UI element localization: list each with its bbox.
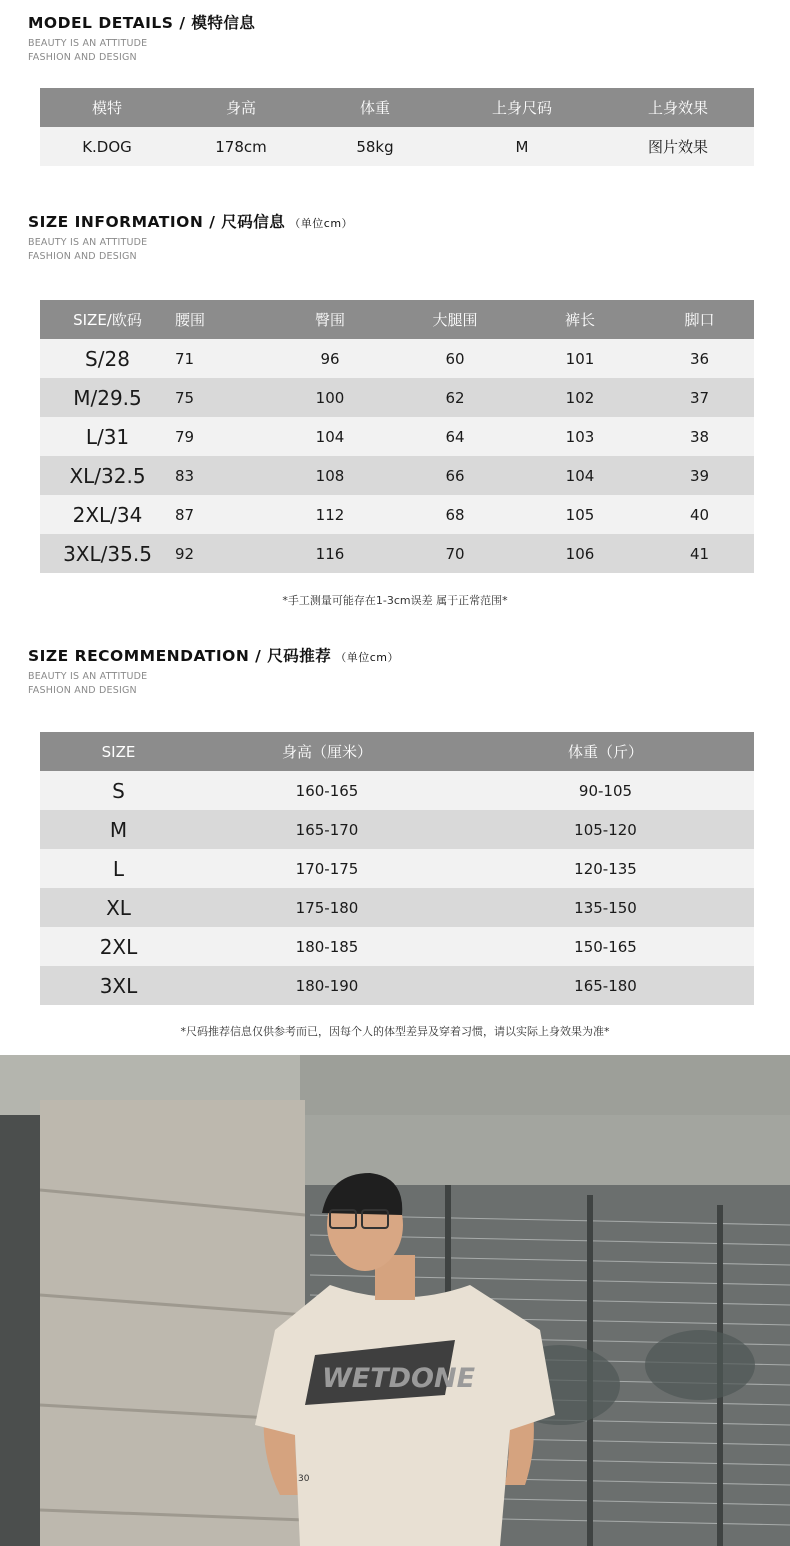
section-title: SIZE INFORMATION / 尺码信息 (28, 213, 286, 231)
section-subtitle-1: BEAUTY IS AN ATTITUDE (28, 38, 148, 49)
table-cell: 37 (645, 378, 754, 417)
table-cell: 120-135 (457, 849, 754, 888)
column-header: 裤长 (515, 300, 645, 339)
table-row (40, 378, 754, 417)
section-unit: （单位cm） (289, 217, 354, 230)
size-cell: S/28 (40, 339, 175, 378)
size-cell: 2XL/34 (40, 495, 175, 534)
table-cell: 112 (265, 495, 395, 534)
table-cell: 40 (645, 495, 754, 534)
table-cell: 100 (265, 378, 395, 417)
size-cell: XL (40, 888, 197, 927)
section-unit: （单位cm） (335, 651, 400, 664)
table-cell: 96 (265, 339, 395, 378)
column-header: 上身效果 (602, 88, 754, 127)
table-cell: 165-170 (197, 810, 457, 849)
table-header-row (40, 88, 754, 127)
table-cell: 79 (175, 417, 265, 456)
column-header: 体重（斤） (457, 732, 754, 771)
table-cell: 83 (175, 456, 265, 495)
table-cell: 106 (515, 534, 645, 573)
measurement-note: *手工测量可能存在1-3cm误差 属于正常范围* (282, 594, 508, 607)
table-cell: 70 (395, 534, 515, 573)
size-cell: 3XL (40, 966, 197, 1005)
table-cell: 104 (515, 456, 645, 495)
section-subtitle-2: FASHION AND DESIGN (28, 685, 137, 696)
table-row (40, 127, 754, 166)
table-cell: 150-165 (457, 927, 754, 966)
table-cell: 87 (175, 495, 265, 534)
table-row (40, 810, 754, 849)
table-cell: 75 (175, 378, 265, 417)
table-cell: 180-185 (197, 927, 457, 966)
table-cell: 38 (645, 417, 754, 456)
section-subtitle-2: FASHION AND DESIGN (28, 251, 137, 262)
size-information-table (40, 300, 754, 573)
table-row (40, 888, 754, 927)
section-title: SIZE RECOMMENDATION / 尺码推荐 (28, 647, 332, 665)
model-details-heading (28, 11, 255, 65)
table-cell: 180-190 (197, 966, 457, 1005)
size-cell: XL/32.5 (40, 456, 175, 495)
table-cell: 90-105 (457, 771, 754, 810)
table-cell: 116 (265, 534, 395, 573)
recommendation-note: *尺码推荐信息仅供参考而已，因每个人的体型差异及穿着习惯，请以实际上身效果为准* (180, 1025, 610, 1038)
section-subtitle-1: BEAUTY IS AN ATTITUDE (28, 237, 148, 248)
table-cell: 92 (175, 534, 265, 573)
size-cell: L/31 (40, 417, 175, 456)
size-cell: S (40, 771, 197, 810)
table-cell: 108 (265, 456, 395, 495)
table-header-row (40, 732, 754, 771)
model-photo (0, 1055, 790, 1546)
section-subtitle-1: BEAUTY IS AN ATTITUDE (28, 671, 148, 682)
table-row (40, 417, 754, 456)
size-cell: 2XL (40, 927, 197, 966)
table-cell: 178cm (174, 127, 308, 166)
table-cell: K.DOG (40, 127, 174, 166)
forearm-tattoo: 30 (298, 1474, 310, 1484)
column-header: 臀围 (265, 300, 395, 339)
size-cell: L (40, 849, 197, 888)
table-cell: 101 (515, 339, 645, 378)
table-row (40, 339, 754, 378)
column-header: 身高（厘米） (197, 732, 457, 771)
table-cell: 165-180 (457, 966, 754, 1005)
table-cell: 66 (395, 456, 515, 495)
table-cell: 175-180 (197, 888, 457, 927)
table-cell: 图片效果 (602, 127, 754, 166)
column-header: 大腿围 (395, 300, 515, 339)
column-header: 脚口 (645, 300, 754, 339)
table-cell: 58kg (308, 127, 442, 166)
column-header: SIZE (40, 732, 197, 771)
model-photo-illustration (0, 1055, 790, 1546)
size-cell: 3XL/35.5 (40, 534, 175, 573)
table-row (40, 849, 754, 888)
size-information-heading (28, 210, 353, 264)
column-header: 体重 (308, 88, 442, 127)
table-cell: 41 (645, 534, 754, 573)
section-subtitle-2: FASHION AND DESIGN (28, 52, 137, 63)
size-recommendation-heading (28, 644, 399, 698)
size-recommendation-table (40, 732, 754, 1005)
table-row (40, 534, 754, 573)
column-header: SIZE/欧码 (40, 300, 175, 339)
table-row (40, 456, 754, 495)
table-header-row (40, 300, 754, 339)
table-cell: 62 (395, 378, 515, 417)
column-header: 腰围 (175, 300, 265, 339)
table-cell: 71 (175, 339, 265, 378)
table-cell: 170-175 (197, 849, 457, 888)
size-cell: M (40, 810, 197, 849)
section-title: MODEL DETAILS / 模特信息 (28, 14, 256, 32)
table-cell: 135-150 (457, 888, 754, 927)
size-cell: M/29.5 (40, 378, 175, 417)
shirt-print: WETDONE (322, 1363, 476, 1394)
column-header: 上身尺码 (442, 88, 602, 127)
model-details-table (40, 88, 754, 166)
table-row (40, 927, 754, 966)
table-cell: 105-120 (457, 810, 754, 849)
column-header: 模特 (40, 88, 174, 127)
table-cell: 160-165 (197, 771, 457, 810)
table-cell: 60 (395, 339, 515, 378)
table-cell: M (442, 127, 602, 166)
table-cell: 36 (645, 339, 754, 378)
table-row (40, 771, 754, 810)
table-cell: 104 (265, 417, 395, 456)
table-cell: 64 (395, 417, 515, 456)
table-cell: 103 (515, 417, 645, 456)
column-header: 身高 (174, 88, 308, 127)
table-row (40, 495, 754, 534)
table-cell: 105 (515, 495, 645, 534)
table-cell: 68 (395, 495, 515, 534)
table-cell: 39 (645, 456, 754, 495)
table-cell: 102 (515, 378, 645, 417)
table-row (40, 966, 754, 1005)
